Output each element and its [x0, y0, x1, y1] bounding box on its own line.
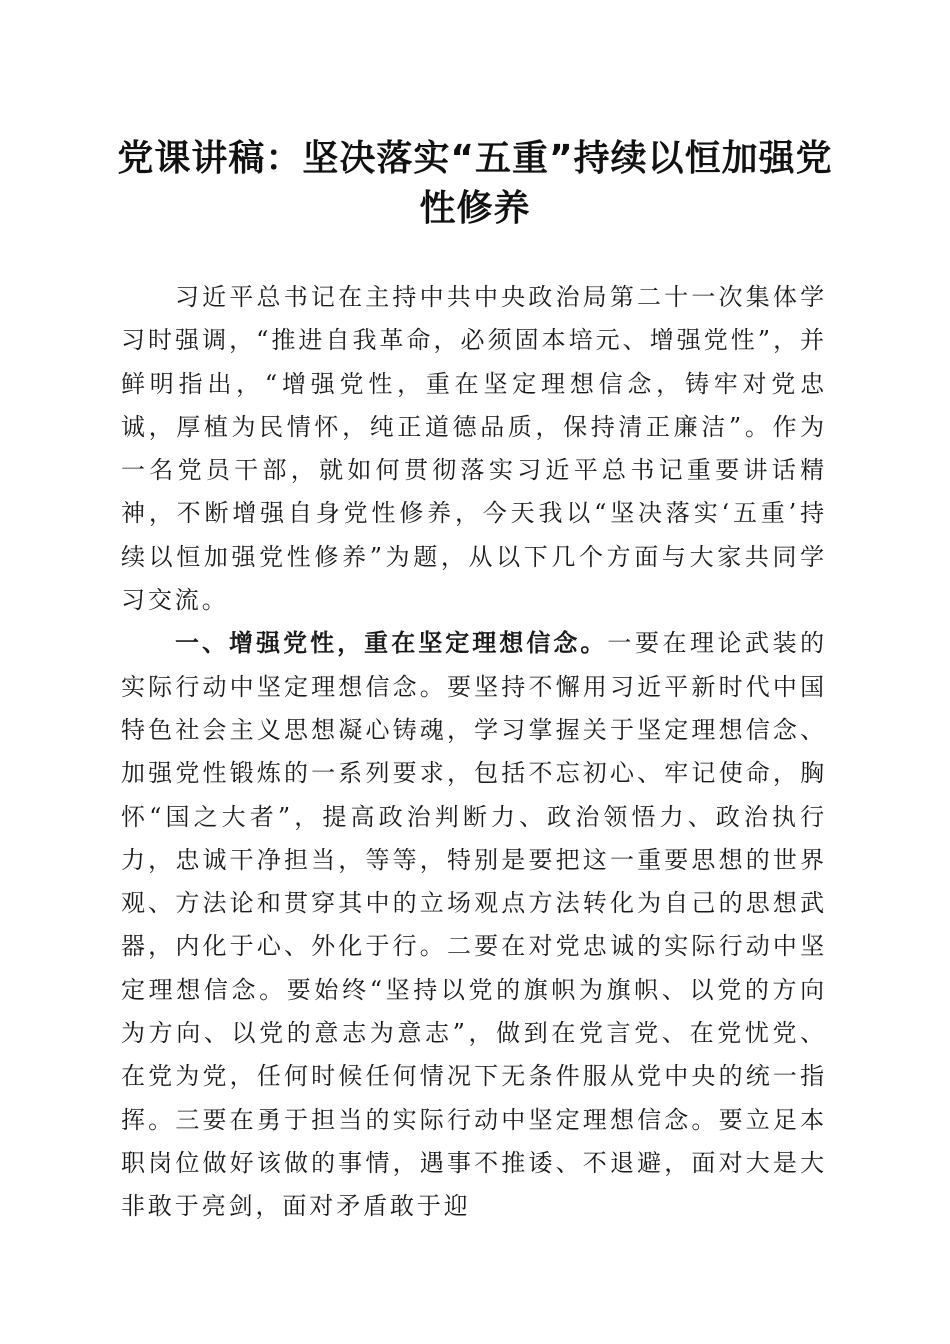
intro-paragraph: 习近平总书记在主持中共中央政治局第二十一次集体学习时强调，“推进自我革命，必须固本培元、增强党性”，并鲜明指出，“增强党性，重在坚定理想信念，铸牢对党忠诚，厚植为民情怀，纯正道德品质，保持清正廉洁”。作为一名党员干部，就如何贯彻落实习近平总书记重要讲话精神，不断增强自身党性修养，今天我以“坚决落实‘五重’持续以恒加强党性修养”为题，从以下几个方面与大家共同学习交流。: [121, 283, 827, 615]
section-1-heading: 一、增强党性，重在坚定理想信念。: [175, 629, 608, 658]
document-body: [121, 276, 827, 1229]
section-1-text: 一要在理论武装的实际行动中坚定理想信念。要坚持不懈用习近平新时代中国特色社会主义思想凝心铸魂，学习掌握关于坚定理想信念、加强党性锻炼的一系列要求，包括不忘初心、牢记使命，胸怀“国之大者”，提高政治判断力、政治领悟力、政治执行力，忠诚干净担当，等等，特别是要把这一重要思想的世界观、方法论和贯穿其中的立场观点方法转化为自己的思想武器，内化于心、外化于行。二要在对党忠诚的实际行动中坚定理想信念。要始终“坚持以党的旗帜为旗帜、以党的方向为方向、以党的意志为意志”，做到在党言党、在党忧党、在党为党，任何时候任何情况下无条件服从党中央的统一指挥。三要在勇于担当的实际行动中坚定理想信念。要立足本职岗位做好该做的事情，遇事不推诿、不退避，面对大是大非敢于亮剑，面对矛盾敢于迎: [121, 629, 828, 1221]
document-title: 党课讲稿：坚决落实“五重”持续以恒加强党性修养: [117, 138, 833, 229]
section-1-paragraph: [121, 622, 827, 1228]
